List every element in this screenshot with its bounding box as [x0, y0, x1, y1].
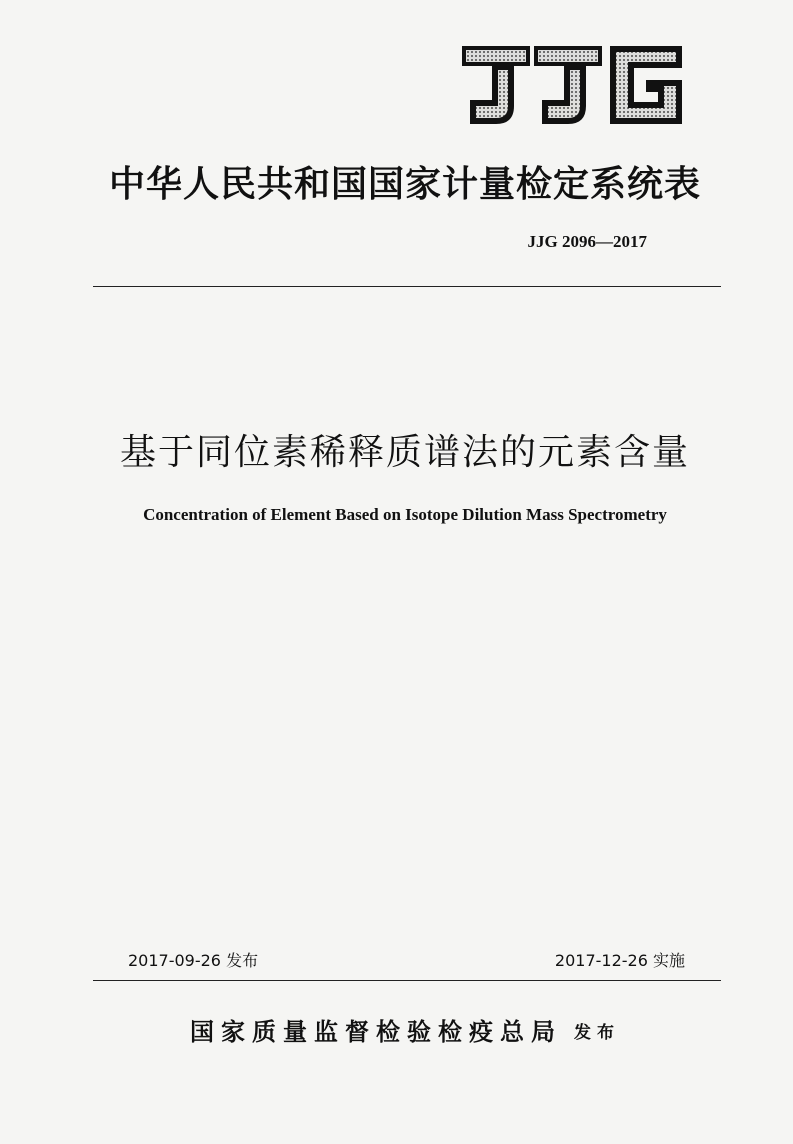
- logo-letter-g: [610, 46, 682, 124]
- issuing-authority: [60, 1012, 750, 1047]
- bottom-divider: [93, 980, 721, 981]
- jjg-logo: [462, 42, 684, 128]
- issuer-suffix: 发布: [574, 1023, 620, 1043]
- logo-letter-j1: [462, 46, 530, 124]
- issue-date: 2017-09-26 发布: [128, 951, 259, 970]
- document-title-english: Concentration of Element Based on Isotope Dilution Mass Spectrometry: [143, 505, 667, 524]
- jjg-logo-graphic: [462, 42, 684, 128]
- standard-number: JJG 2096—2017: [527, 232, 647, 251]
- document-title-chinese: 基于同位素稀释质谱法的元素含量: [119, 432, 690, 473]
- effective-date: 2017-12-26 实施: [554, 951, 685, 970]
- logo-letter-j2: [534, 46, 602, 124]
- issuer-name: 国家质量监督检验检疫总局: [190, 1017, 562, 1046]
- top-divider: [93, 286, 721, 287]
- series-title: 中华人民共和国国家计量检定系统表: [108, 163, 701, 205]
